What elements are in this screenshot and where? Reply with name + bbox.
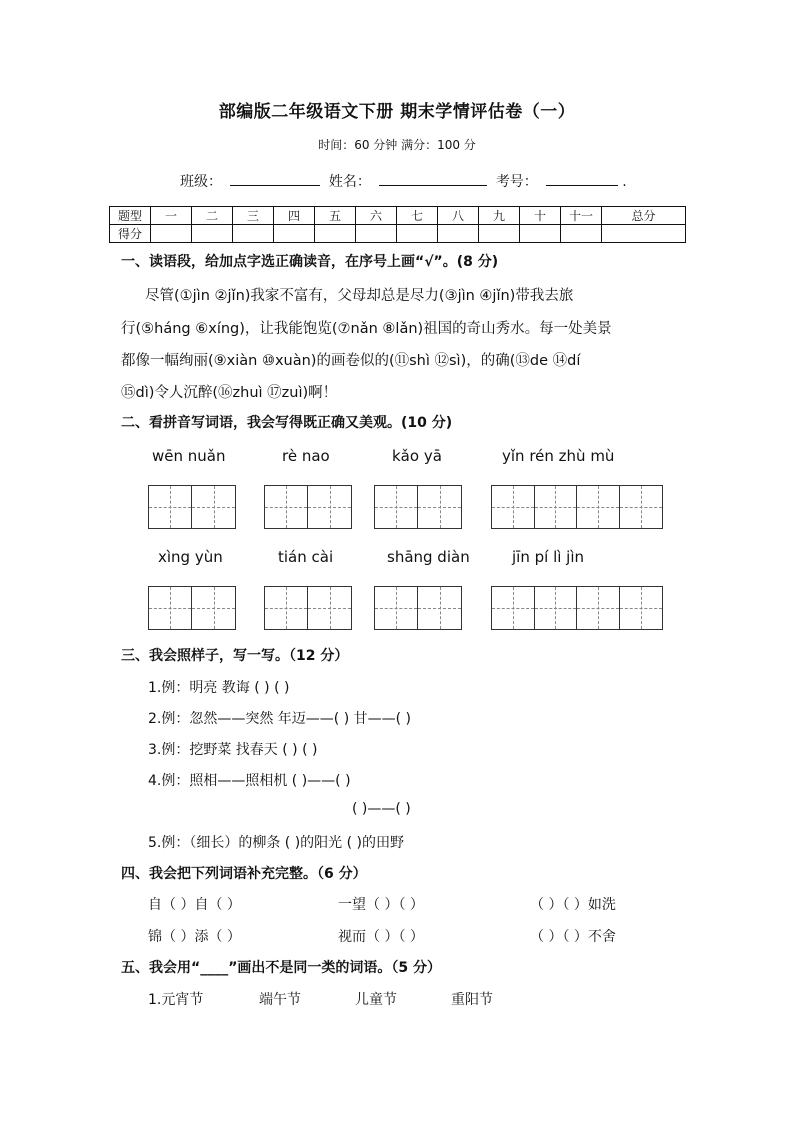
section-3-line: 3.例：挖野菜 找春天 ( ) ( ) (148, 742, 318, 758)
pinyin-label: yǐn rén zhù mù (502, 447, 615, 465)
table-cell: 一 (151, 207, 192, 225)
student-info-line (180, 171, 627, 191)
writing-grid[interactable] (374, 586, 462, 630)
table-cell: 题型 (110, 207, 151, 225)
festival-item[interactable]: 1.元宵节 (148, 992, 204, 1008)
section-1-line: 都像一幅绚丽(⑨xiàn ⑩xuàn)的画卷似的(⑪shì ⑫sì)，的确(⑬de ⑭dí (121, 353, 581, 369)
table-cell: 总分 (602, 207, 686, 225)
score-cell[interactable] (192, 225, 233, 243)
score-cell[interactable] (520, 225, 561, 243)
section-5-heading: 五、我会用“____”画出不是同一类的词语。（5 分） (121, 960, 442, 976)
table-cell: 四 (274, 207, 315, 225)
score-cell[interactable] (151, 225, 192, 243)
section-3-line: 1.例：明亮 教诲 ( ) ( ) (148, 680, 290, 696)
idiom-item: （ ）（ ）不舍 (530, 929, 616, 945)
section-1-line: 行(⑤háng ⑥xíng)，让我能饱览(⑦nǎn ⑧lǎn)祖国的奇山秀水。每一处美景 (121, 321, 612, 337)
table-cell: 七 (397, 207, 438, 225)
writing-grid[interactable] (264, 586, 352, 630)
score-cell[interactable] (561, 225, 602, 243)
name-label: 姓名： (328, 174, 371, 190)
score-cell[interactable] (274, 225, 315, 243)
festival-item[interactable]: 端午节 (259, 992, 301, 1008)
pinyin-label: kǎo yā (392, 447, 442, 465)
pinyin-label: shāng diàn (387, 548, 470, 566)
section-3-line: 4.例：照相——照相机 ( )——( ) (148, 773, 351, 789)
section-1-line: 尽管(①jìn ②jǐn)我家不富有，父母却总是尽力(③jìn ④jǐn)带我去旅 (145, 288, 574, 304)
table-cell: 二 (192, 207, 233, 225)
class-label: 班级： (180, 174, 222, 190)
section-3-line: 5.例：（细长）的柳条 ( )的阳光 ( )的田野 (148, 835, 405, 851)
score-cell[interactable] (233, 225, 274, 243)
score-cell[interactable] (315, 225, 356, 243)
score-table-score-row (110, 225, 686, 243)
idiom-item: （ ）（ ）如洗 (530, 897, 616, 913)
score-cell[interactable] (479, 225, 520, 243)
writing-grid[interactable] (374, 485, 462, 529)
table-cell: 十 (520, 207, 561, 225)
score-cell[interactable] (602, 225, 686, 243)
writing-grid[interactable] (491, 485, 663, 529)
writing-grid[interactable] (148, 485, 236, 529)
exam-info: 时间：60 分钟 满分：100 分 (318, 138, 476, 152)
festival-item[interactable]: 儿童节 (355, 992, 397, 1008)
exam-number-field[interactable] (546, 171, 618, 186)
table-cell: 十一 (561, 207, 602, 225)
table-cell: 六 (356, 207, 397, 225)
table-cell: 三 (233, 207, 274, 225)
page-title: 部编版二年级语文下册 期末学情评估卷（一） (218, 102, 576, 122)
pinyin-label: tián cài (278, 548, 334, 566)
score-cell[interactable] (397, 225, 438, 243)
exam-number-label: 考号： (495, 174, 538, 190)
section-1-heading: 一、读语段，给加点字选正确读音，在序号上画“√”。(8 分) (121, 254, 499, 270)
info-end: . (622, 174, 627, 190)
section-3-line: 2.例：忽然——突然 年迈——( ) 甘——( ) (148, 711, 412, 727)
section-4-heading: 四、我会把下列词语补充完整。（6 分） (121, 866, 367, 882)
festival-item[interactable]: 重阳节 (451, 992, 493, 1008)
pinyin-label: wēn nuǎn (152, 447, 226, 465)
table-cell: 八 (438, 207, 479, 225)
pinyin-label: jīn pí lì jìn (512, 548, 585, 566)
score-cell[interactable] (356, 225, 397, 243)
section-1-line: ⑮dì)令人沉醉(⑯zhuì ⑰zuì)啊！ (121, 385, 338, 401)
section-3-heading: 三、我会照样子，写一写。（12 分） (121, 648, 349, 664)
score-table (109, 206, 686, 243)
idiom-item: 自（ ）自（ ） (148, 897, 241, 913)
idiom-item: 一望（ ）（ ） (338, 897, 424, 913)
score-cell[interactable] (438, 225, 479, 243)
table-cell: 九 (479, 207, 520, 225)
pinyin-label: rè nao (282, 447, 330, 465)
table-cell: 五 (315, 207, 356, 225)
table-cell: 得分 (110, 225, 151, 243)
score-table-header-row (110, 207, 686, 225)
writing-grid[interactable] (148, 586, 236, 630)
section-2-heading: 二、看拼音写词语，我会写得既正确又美观。(10 分) (121, 415, 453, 431)
class-field[interactable] (230, 171, 320, 186)
pinyin-label: xìng yùn (158, 548, 223, 566)
idiom-item: 锦（ ）添（ ） (148, 929, 241, 945)
writing-grid[interactable] (264, 485, 352, 529)
section-3-line: ( )——( ) (352, 801, 411, 817)
writing-grid[interactable] (491, 586, 663, 630)
name-field[interactable] (379, 171, 487, 186)
idiom-item: 视而（ ）（ ） (338, 929, 424, 945)
